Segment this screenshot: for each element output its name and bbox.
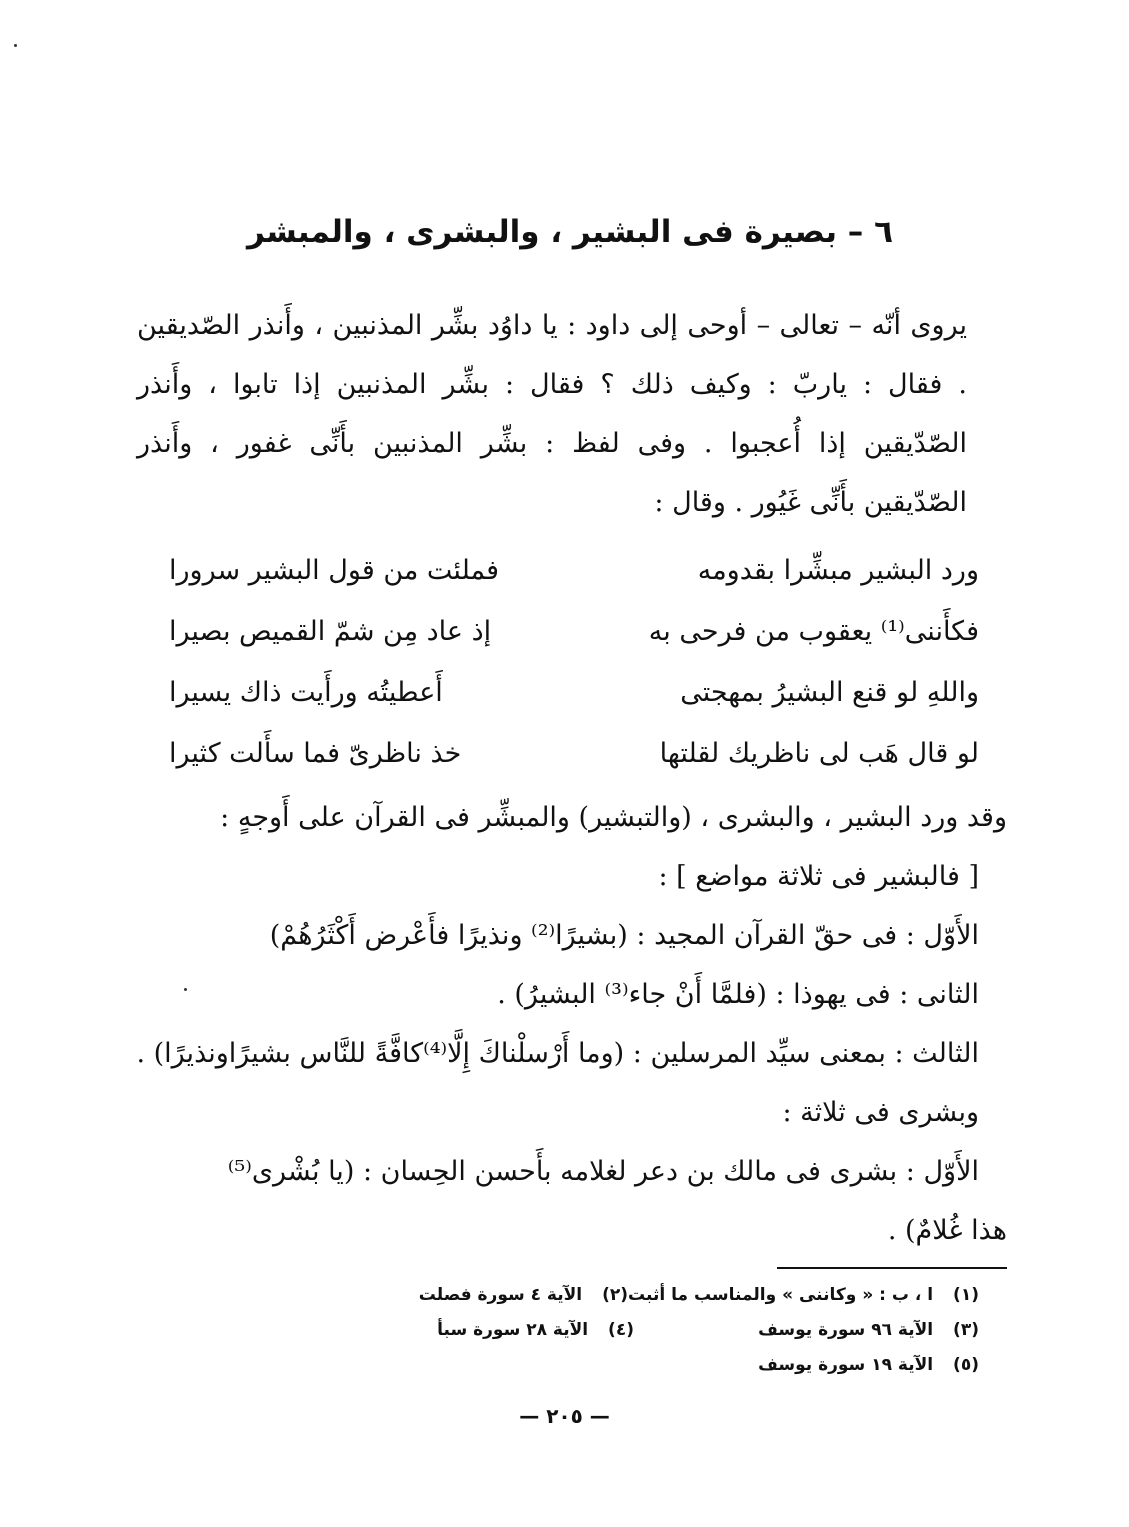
verse-second-hemistich: خذ ناظرىّ فما سأَلت كثيرا [169,738,462,769]
intro-text: يروى أنّه – تعالى – أوحى إلى داود : يا داوُد بشِّر المذنبين ، وأَنذر الصّديقين . فقال : ياربّ : وكيف ذلك ؟ فقال : بشِّر المذنبين إذا تابوا ، وأَنذر الصّدّيقين إذا أُعجبوا . وفى لفظ : بشِّر المذنبين بأَنِّى غفور ، وأَنذر الصّدّيقين بأَنِّى غَيُور . وقال : [137,310,967,518]
intro-paragraph [137,296,1007,532]
footnote [634,1313,979,1348]
verse-first-hemistich: ورد البشير مبشِّرا بقدومه [697,555,979,586]
footnote-text: الآية ٩٦ سورة يوسف [758,1320,934,1340]
footnote-row [289,1348,979,1383]
footnote-number: (٥) [953,1355,979,1375]
footnote [619,1348,979,1383]
body-line: هذا غُلامٌ) . [887,1215,1007,1246]
footnote-text: ا ، ب : « وكاننى » والمناسب ما أثبت [628,1285,934,1305]
verse-second-hemistich: أَعطيتُه ورأَيت ذاك يسيرا [169,677,443,708]
body-line: الأَوّل : بشرى فى مالك بن دعر لغلامه بأَحسن الحِسان : (يا بُشْرى⁽⁵⁾ [227,1156,979,1187]
scan-speck [14,44,17,47]
verse-first-hemistich: فكأَننى⁽¹⁾ يعقوب من فرحى به [648,616,979,647]
footnote [289,1313,634,1348]
footnote [289,1278,628,1313]
verse-first-hemistich: واللهِ لو قنع البشيرُ بمهجتى [680,677,979,708]
poem-verse [169,540,979,601]
poem [169,540,979,784]
verse-second-hemistich: إذ عاد مِن شمّ القميص بصيرا [169,616,492,647]
footnote-separator [777,1267,1007,1269]
footnote-row [289,1278,979,1313]
scan-speck [184,988,187,991]
body-line: وقد ورد البشير ، والبشرى ، (والتبشير) والمبشِّر فى القرآن على أَوجهٍ : [220,802,1007,833]
poem-verse [169,601,979,662]
page-number: — ٢٠٥ — [519,1404,610,1428]
footnote-number: (٣) [953,1320,979,1340]
body-line: [ فالبشير فى ثلاثة مواضع ] : [658,861,979,892]
footnote [628,1278,979,1313]
footnotes [289,1278,979,1383]
body-continuation [127,788,1007,1260]
footnote-text: الآية ١٩ سورة يوسف [758,1355,934,1375]
footnote-number: (٤) [608,1320,634,1340]
poem-verse [169,662,979,723]
footnote-number: (٢) [602,1285,629,1305]
body-line: وبشرى فى ثلاثة : [782,1097,979,1128]
verse-first-hemistich: لو قال هَب لى ناظريك لقلتها [659,738,979,769]
footnote-text: الآية ٤ سورة فصلت [418,1285,583,1305]
poem-verse [169,723,979,784]
footnote-text: الآية ٢٨ سورة سبأ [437,1320,589,1340]
body-line: الثالث : بمعنى سيِّد المرسلين : (وما أَرْسلْناكَ إِلَّا⁽⁴⁾كافَّةً للنَّاس بشيرًاونذيرًا) . [136,1038,979,1069]
footnote-number: (١) [953,1285,979,1305]
body-line: الثانى : فى يهوذا : (فلمَّا أَنْ جاء⁽³⁾ البشيرُ) . [497,979,979,1010]
section-heading: ٦ – بصيرة فى البشير ، والبشرى ، والمبشر [246,214,894,250]
body-line: الأَوّل : فى حقّ القرآن المجيد : (بشيرًا⁽²⁾ ونذيرًا فأَعْرض أَكْثَرُهُمْ) [269,920,979,951]
footnote-row [289,1313,979,1348]
verse-second-hemistich: فملئت من قول البشير سرورا [169,555,500,586]
